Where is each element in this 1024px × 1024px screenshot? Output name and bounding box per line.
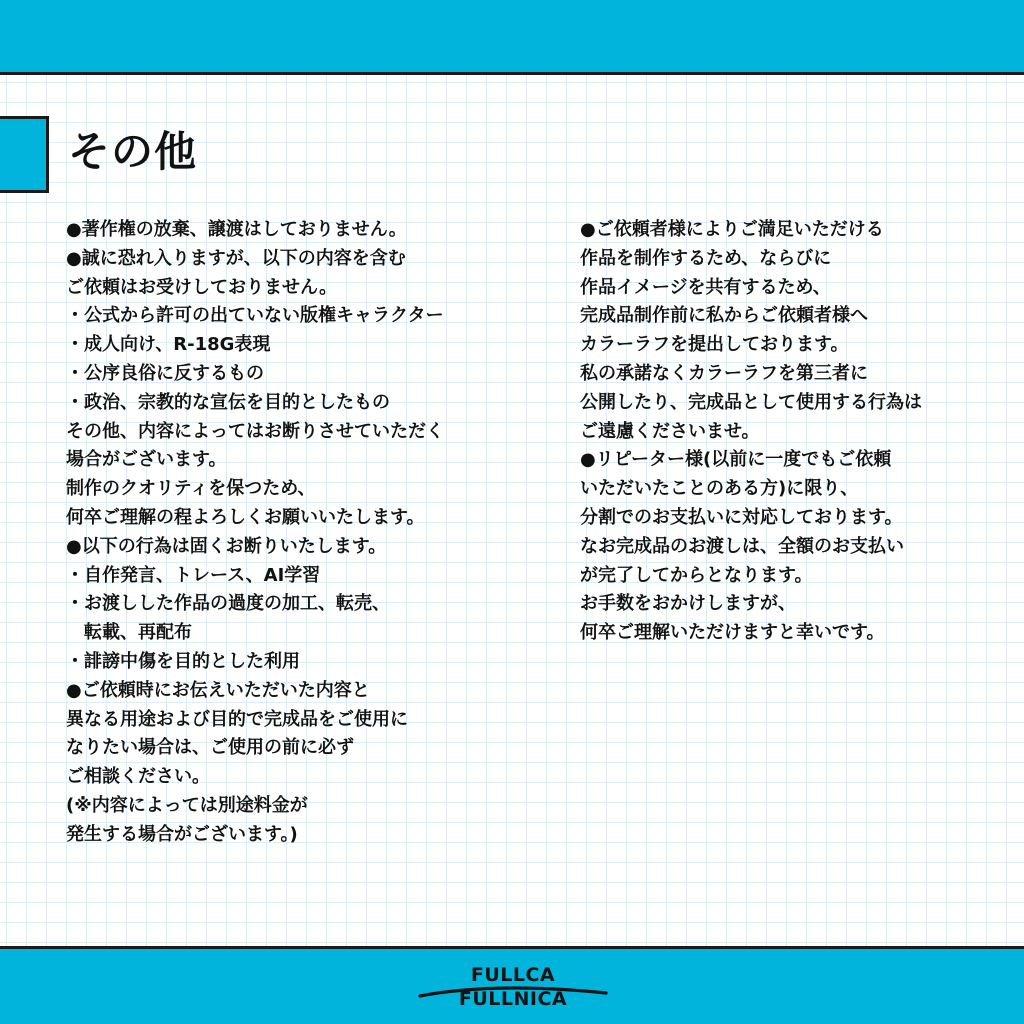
text-line: 完成品制作前に私からご依頼者様へ bbox=[580, 305, 868, 327]
text-line: 制作のクオリティを保つため、 bbox=[66, 478, 316, 500]
header-band bbox=[0, 0, 1024, 75]
title-accent-marker bbox=[0, 116, 49, 193]
text-line: (※内容によっては別途料金が bbox=[66, 794, 308, 816]
brand-logo bbox=[418, 961, 608, 1010]
left-text-column bbox=[66, 216, 444, 850]
text-line: ●ご依頼時にお伝えいただいた内容と bbox=[66, 679, 370, 701]
text-line: 異なる用途および目的で完成品をご使用に bbox=[66, 708, 408, 730]
text-line: なりたい場合は、ご使用の前に必ず bbox=[66, 737, 354, 759]
text-line: 作品イメージを共有するため、 bbox=[580, 276, 831, 298]
text-line: ご相談ください。 bbox=[66, 766, 210, 788]
text-line: お手数をおかけしますが、 bbox=[580, 593, 796, 615]
text-line: 何卒ご理解の程よろしくお願いいたします。 bbox=[66, 506, 425, 528]
text-line: ●著作権の放棄、譲渡はしておりません。 bbox=[66, 219, 407, 240]
logo-swoosh-icon bbox=[418, 985, 608, 1001]
text-line: ・お渡しした作品の過度の加工、転売、 bbox=[66, 593, 390, 615]
text-line: ・誹謗中傷を目的とした利用 bbox=[66, 650, 300, 672]
text-line: その他、内容によってはお断りさせていただく bbox=[66, 420, 444, 442]
text-line: ●以下の行為は固くお断りいたします。 bbox=[66, 535, 387, 557]
text-line: 公開したり、完成品として使用する行為は bbox=[580, 391, 922, 413]
text-line: ・公序良俗に反するもの bbox=[66, 362, 264, 384]
text-line: ご遠慮くださいませ。 bbox=[580, 420, 760, 442]
text-line: ●ご依頼者様によりご満足いただける bbox=[580, 219, 884, 240]
text-line: 何卒ご理解いただけますと幸いです。 bbox=[580, 622, 885, 644]
text-line: ●リピーター様(以前に一度でもご依頼 bbox=[580, 449, 892, 471]
text-line: 分割でのお支払いに対応しております。 bbox=[580, 506, 903, 528]
right-text-column bbox=[580, 216, 922, 648]
text-line: いただいたことのある方)に限り、 bbox=[580, 478, 859, 500]
brand-logo-text: FULLCA FULLNICA bbox=[458, 964, 568, 1010]
text-line: 発生する場合がございます。) bbox=[66, 823, 298, 845]
text-line: ご依頼はお受けしておりません。 bbox=[66, 276, 338, 298]
text-line: ・自作発言、トレース、AI学習 bbox=[66, 564, 321, 586]
text-line: 転載、再配布 bbox=[66, 622, 192, 644]
text-line: カラーラフを提出しております。 bbox=[580, 334, 849, 356]
text-line: ・政治、宗教的な宣伝を目的としたもの bbox=[66, 391, 390, 413]
text-line: が完了してからとなります。 bbox=[580, 564, 813, 586]
text-line: なお完成品のお渡しは、全額のお支払い bbox=[580, 535, 904, 557]
page-title: その他 bbox=[68, 127, 198, 176]
text-line: ●誠に恐れ入りますが、以下の内容を含む bbox=[66, 247, 406, 269]
text-line: 場合がございます。 bbox=[66, 449, 227, 471]
text-line: ・成人向け、R-18G表現 bbox=[66, 334, 271, 356]
text-line: 私の承諾なくカラーラフを第三者に bbox=[580, 362, 868, 384]
text-line: 作品を制作するため、ならびに bbox=[580, 247, 832, 269]
text-line: ・公式から許可の出ていない版権キャラクター bbox=[66, 305, 444, 327]
